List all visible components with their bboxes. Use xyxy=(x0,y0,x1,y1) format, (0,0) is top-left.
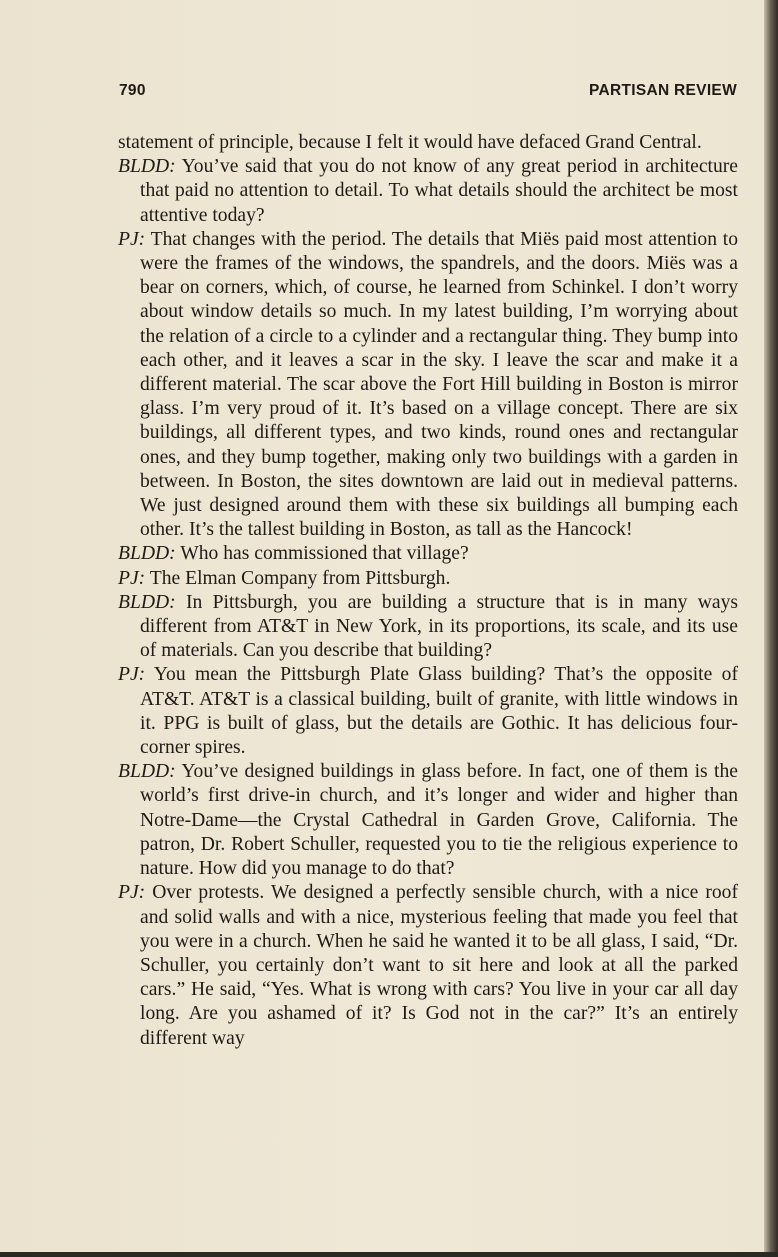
paragraph-text: You’ve designed buildings in glass before. In fact, one of them is the world’s first drive-in church, and it’s longer and wider and higher than Notre-Dame—the Crystal Cathedral in Garden Grove, California. The patron, Dr. Robert Schuller, requested you to tie the religious experience to nature. How did you manage to do that? xyxy=(140,761,738,880)
paragraph-text: The Elman Company from Pittsburgh. xyxy=(145,567,451,589)
paragraph xyxy=(118,155,738,228)
speaker-label: BLDD: xyxy=(118,156,176,178)
page-binding-edge xyxy=(764,0,778,1257)
page-bottom-edge xyxy=(0,1252,778,1257)
journal-title: PARTISAN REVIEW xyxy=(588,82,737,99)
speaker-label: BLDD: xyxy=(118,591,176,613)
page-number: 790 xyxy=(119,82,146,99)
paragraph xyxy=(118,663,738,760)
speaker-label: PJ: xyxy=(118,664,146,686)
paragraph xyxy=(118,881,738,1050)
paragraph-text: Who has commissioned that village? xyxy=(175,543,469,565)
paragraph xyxy=(118,542,738,566)
speaker-label: BLDD: xyxy=(118,543,176,565)
paragraph xyxy=(118,131,738,155)
speaker-label: BLDD: xyxy=(118,761,176,783)
paragraph-text: That changes with the period. The details that Miës paid most attention to were the frames of the windows, the spandrels, and the doors. Miës was a bear on corners, which, of course, he learned from Schinkel. I don’t worry about window details so much. In my latest building, I’m worrying about the relation of a circle to a cylinder and a rectangular thing. They bump into each other, and it leaves a scar in the sky. I leave the scar and make it a different material. The scar above the Fort Hill building in Boston is mirror glass. I’m very proud of it. It’s based on a village concept. There are six buildings, all different types, and two kinds, round ones and rectangular ones, and they bump together, making only two buildings with a garden in between. In Boston, the sites downtown are laid out in medieval patterns. We just designed around them with these six buildings all bumping each other. It’s the tallest building in Boston, as tall as the Hancock! xyxy=(140,228,738,541)
paragraph xyxy=(118,567,738,591)
paragraph-text: You mean the Pittsburgh Plate Glass building? That’s the opposite of AT&T. AT&T is a classical building, built of granite, with little windows in it. PPG is built of glass, but the details are Gothic. It has delicious four-corner spires. xyxy=(140,664,738,759)
paragraph-text: statement of principle, because I felt it would have defaced Grand Central. xyxy=(118,132,702,153)
speaker-label: PJ: xyxy=(118,567,146,589)
paragraph-text: In Pittsburgh, you are building a structure that is in many ways different from AT&T in New York, in its proportions, its scale, and its use of materials. Can you describe that building? xyxy=(140,591,738,662)
paragraph-text: You’ve said that you do not know of any great period in architecture that paid no attention to detail. To what details should the architect be most attentive today? xyxy=(140,156,738,226)
speaker-label: PJ: xyxy=(118,228,146,250)
speaker-label: PJ: xyxy=(118,882,146,904)
paragraph xyxy=(118,591,738,664)
running-head xyxy=(119,82,737,102)
interview-text xyxy=(118,131,738,1051)
paragraph-text: Over protests. We designed a perfectly sensible church, with a nice roof and solid walls and with a nice, mysterious feeling that made you feel that you were in a church. When he said he wanted it to be all glass, I said, “Dr. Schuller, you certainly don’t want to sit here and look at all the parked cars.” He said, “Yes. What is wrong with cars? You live in your car all day long. Are you ashamed of it? Is God not in the car?” It’s an entirely different way xyxy=(140,882,738,1049)
paragraph xyxy=(118,228,738,543)
paragraph xyxy=(118,760,738,881)
